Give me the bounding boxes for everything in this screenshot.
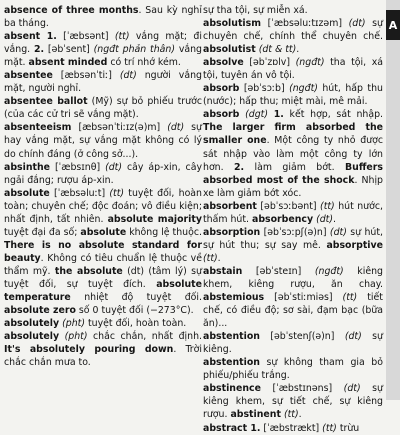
part-of-speech: (pht) — [62, 318, 85, 330]
headword: absorb — [203, 83, 240, 95]
entry-text: [ˈæbsənt] — [56, 31, 115, 43]
dictionary-entry — [4, 95, 202, 121]
entry-text: . Trời chắc chắn mưa to. — [4, 344, 202, 369]
part-of-speech: (tt) — [283, 409, 299, 421]
entry-text: . Sau kỳ nghỉ ba tháng. — [4, 5, 202, 30]
entry-text: [əbˈsɔːb] — [239, 83, 290, 95]
headword: absolve — [203, 57, 244, 69]
entry-text: (dt) (tâm lý) sự tuyệt đối, sự tuyệt đích. — [4, 265, 202, 290]
part-of-speech: (tt) — [322, 422, 337, 434]
bold-example: absolute temperature — [4, 278, 202, 304]
entry-text: sự không tham gia bỏ phiếu/phiếu trắng. — [203, 357, 383, 382]
part-of-speech: (dt) — [344, 331, 362, 343]
dictionary-entry — [203, 4, 383, 17]
entry-text: [ˈæbstɪnəns] — [260, 383, 344, 395]
part-of-speech: (ngđt phản thân) — [93, 44, 175, 56]
dictionary-entry — [4, 69, 202, 95]
bold-example: It's absolutely pouring down — [4, 344, 174, 356]
headword: absenteeism — [4, 122, 72, 134]
part-of-speech: (ngđt) — [289, 83, 318, 95]
dictionary-entry — [203, 330, 383, 356]
part-of-speech: (tt) — [109, 187, 125, 199]
bold-example: absorptive — [326, 239, 383, 251]
part-of-speech: (tt) — [342, 292, 358, 304]
headword: abstention — [203, 331, 260, 343]
headword: absorb — [203, 109, 240, 121]
entry-text: sự tha tội, sự miễn xá. — [203, 5, 308, 16]
entry-text: không lệ thuộc. — [126, 226, 202, 238]
dictionary-entry — [4, 187, 202, 317]
thumb-index-letter: A — [388, 18, 398, 32]
dictionary-entry — [4, 330, 202, 369]
headword: absolutism — [203, 18, 261, 30]
headword: absolutely — [4, 318, 60, 330]
bold-example: 2. — [34, 44, 45, 56]
bold-example: Buffers absorbed most of the shock — [203, 161, 383, 186]
entry-text: trừu — [336, 422, 360, 434]
dictionary-entry — [4, 121, 202, 160]
entry-text: sự kiêng. — [203, 331, 383, 356]
dictionary-entry — [203, 265, 383, 330]
entry-text: hút nước, thấm hút. — [203, 200, 383, 225]
entry-text: [æbsənˈtiːɪz(ə)m] — [71, 122, 168, 134]
entry-text: hút, hấp thu (nước); hấp thu; miệt mài, mê mải. — [203, 83, 383, 108]
headword: absorption — [203, 226, 261, 238]
entry-text: chắc chắn, nhất định. — [87, 331, 202, 343]
entry-text: [əbˈsteɪn] — [242, 265, 315, 277]
bold-example: The larger firm absorbed the smaller one — [203, 122, 383, 147]
headword: abstinence — [203, 383, 261, 395]
bold-example: absolutist — [203, 44, 256, 56]
entry-text: . Nhịp xe làm giảm bớt xóc. — [203, 174, 383, 199]
entry-text: [ˈæbsɪnθ] — [50, 161, 106, 173]
bold-example: the absolute — [54, 265, 123, 277]
part-of-speech: (tt) — [320, 200, 335, 212]
bold-example: absence of three months — [4, 5, 139, 16]
entry-text: tha tội, xá tội, tuyên án vô tội. — [203, 57, 383, 82]
right-column — [203, 4, 383, 435]
entry-text: tuyệt đối, hoàn toàn; chuyên chế; độc đoán; vô điều kiện; nhất định, tất nhiên. — [4, 187, 202, 225]
entry-text: . — [296, 44, 300, 56]
dictionary-entry — [203, 422, 383, 435]
dictionary-entry — [203, 56, 383, 82]
headword: absinthe — [4, 161, 51, 173]
part-of-speech: (ngđt) — [295, 57, 325, 69]
dictionary-entry — [203, 200, 383, 226]
entry-text: số 0 tuyệt đối (−273°C). — [75, 305, 194, 317]
entry-text: . — [217, 252, 221, 264]
part-of-speech: (dgt) — [245, 109, 269, 121]
dictionary-entry — [203, 108, 383, 199]
dictionary-entry — [4, 4, 202, 30]
left-column — [4, 4, 202, 369]
headword: absent 1. — [4, 31, 57, 43]
entry-text: (Mỹ) sự bỏ phiếu trước (của các cử tri sẽ vắng mặt). — [4, 96, 202, 121]
part-of-speech: (ngđt) — [314, 265, 344, 277]
bold-example: absolute — [80, 226, 127, 238]
part-of-speech: (pht) — [64, 331, 88, 343]
entry-text: tiết chế, có điều độ; sơ sài, đạm bạc (bữa ăn)... — [203, 292, 383, 330]
entry-text: làm giảm bớt. — [244, 161, 345, 173]
bold-example: abstinent — [230, 409, 281, 421]
entry-text: người vắng mặt, người nghỉ. — [4, 70, 202, 95]
entry-text: kết hợp, sát nhập. — [283, 109, 384, 121]
thumb-index-tab — [386, 10, 400, 40]
part-of-speech: (dt & tt) — [258, 44, 297, 56]
dictionary-entry — [4, 161, 202, 187]
entry-text: vắng mặt; đi vắng. — [4, 31, 202, 56]
bold-example: absent minded — [28, 57, 108, 69]
entry-text: sự hút, sự hút thu; sự say mê. — [203, 226, 383, 251]
headword: abstention — [203, 357, 260, 369]
entry-text: [ˈæbsəluːtɪzəm] — [261, 18, 349, 30]
entry-text: [æbsənˈtiː] — [52, 70, 120, 82]
part-of-speech: (dt) — [343, 383, 361, 395]
entry-text: [əbˈsɔːpʃ(ə)n] — [260, 226, 330, 238]
part-of-speech: (dt) — [119, 70, 137, 82]
bold-example: abstemious — [203, 292, 265, 304]
entry-text: . Một công ty nhỏ được sát nhập vào làm một công ty lớn hơn. — [203, 135, 383, 173]
headword: absentee — [4, 70, 53, 82]
dictionary-entry — [203, 382, 383, 421]
part-of-speech: (dt) — [167, 122, 185, 134]
entry-text: tuyệt đối, hoàn toàn. — [85, 318, 187, 330]
headword: abstain — [203, 265, 243, 277]
part-of-speech: (dt) — [329, 226, 347, 238]
bold-example: 1. — [273, 109, 284, 121]
entry-text: kiêng khem, kiêng rượu, ăn chay. — [203, 265, 383, 290]
entry-text: [əbˈsent] — [44, 44, 94, 56]
entry-text: [əbˈsɔːbənt] — [256, 200, 321, 212]
entry-text: [ˈæbsəluːt] — [49, 187, 110, 199]
bold-example: absolute zero — [4, 305, 76, 317]
headword: absentee ballot — [4, 96, 88, 108]
dictionary-entry — [203, 226, 383, 265]
headword: absolutely — [4, 331, 60, 343]
dictionary-entry — [203, 17, 383, 56]
entry-text: [əbˈstenʃ(ə)n] — [259, 331, 345, 343]
bold-example: There is no absolute standard for beauty — [4, 239, 202, 264]
dictionary-entry — [203, 82, 383, 108]
dictionary-entry — [203, 356, 383, 382]
part-of-speech: (dt) — [105, 161, 123, 173]
entry-text: [əbˈstiːmiəs] — [264, 292, 343, 304]
entry-text: có trí nhớ kém. — [107, 57, 181, 69]
entry-text: [əbˈzɒlv] — [243, 57, 296, 69]
entry-text: . Không có tiêu chuẩn lệ thuộc về thẩm mỹ. — [4, 252, 202, 277]
part-of-speech: (dt) — [348, 18, 366, 30]
entry-text: . — [333, 213, 337, 225]
bold-example: absolute majority — [107, 213, 202, 225]
entry-text: nhiệt độ tuyệt đối. — [70, 292, 202, 304]
bold-example: 2. — [234, 161, 245, 173]
entry-text: vắng mặt. — [4, 44, 203, 69]
dictionary-entry — [4, 317, 202, 330]
part-of-speech: (dt) — [316, 213, 334, 225]
headword: abstract 1. — [203, 422, 261, 434]
thumb-index-bar — [386, 0, 400, 400]
entry-text: sự kiêng khem, sự tiết chế, sự kiêng rượu. — [203, 383, 383, 421]
bold-example: absorbency — [252, 213, 314, 225]
part-of-speech: (tt) — [203, 252, 218, 264]
entry-text: sự chuyên chế, chính thể chuyên chế. — [203, 18, 383, 43]
entry-text: . — [298, 409, 302, 421]
entry-text: [ˈæbstrækt] — [260, 422, 323, 434]
entry-text: tuyệt đại đa số; — [4, 226, 81, 238]
dictionary-entry — [4, 30, 202, 69]
entry-text: sự hay vắng mặt, sự vắng mặt không có lý do chính đáng (ở công sở...). — [4, 122, 202, 160]
headword: absorbent — [203, 200, 257, 212]
part-of-speech: (tt) — [114, 31, 130, 43]
headword: absolute — [4, 187, 50, 199]
entry-text: cây áp-xin, cây ngải đắng; rượu áp-xin. — [4, 161, 202, 186]
